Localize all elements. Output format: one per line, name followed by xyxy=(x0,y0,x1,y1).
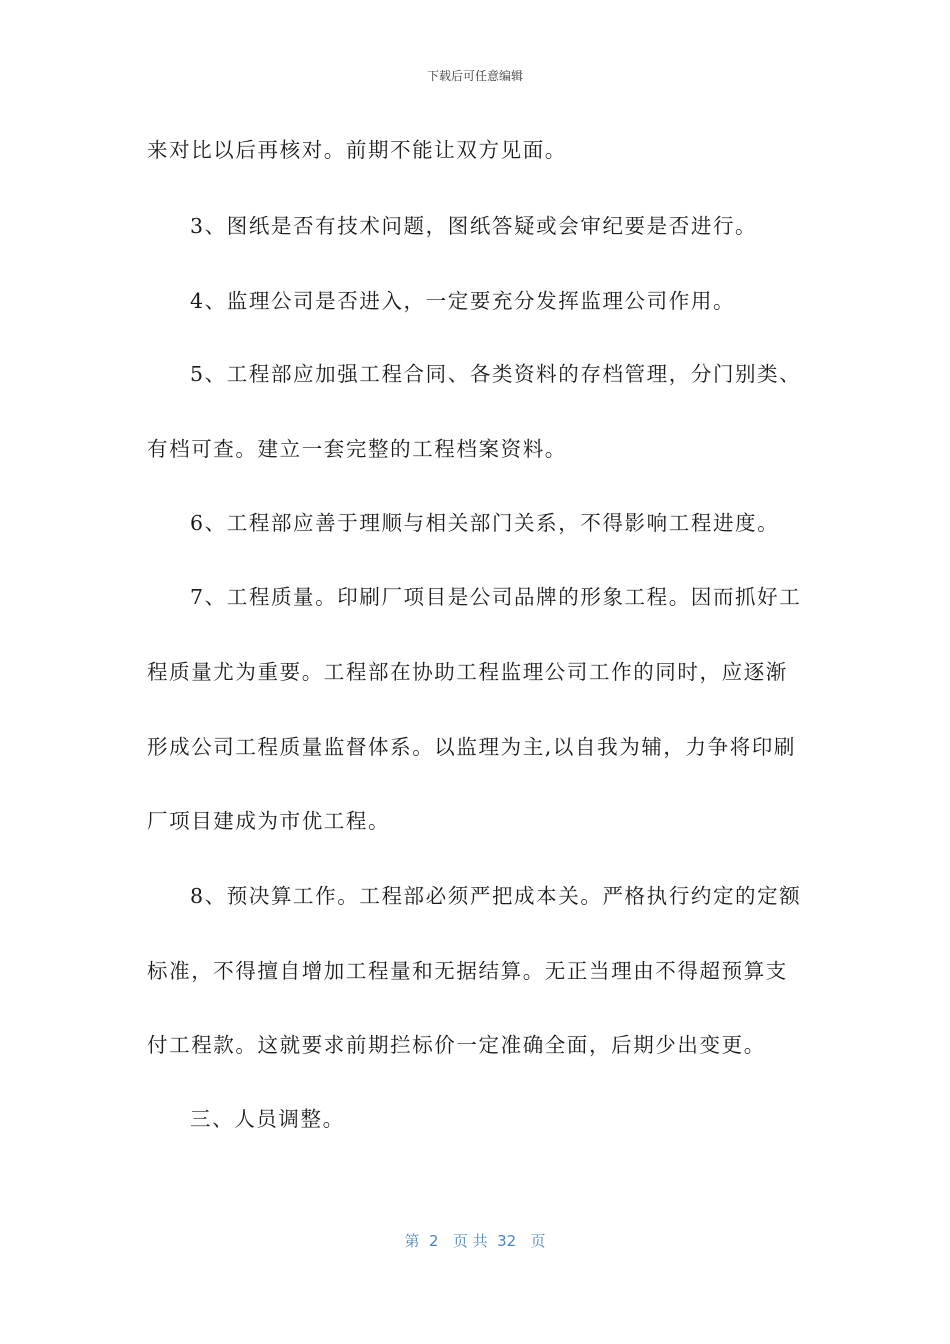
page-number: 第 2 页 共 32 页 xyxy=(404,1232,546,1250)
paragraph-line: 标准，不得擅自增加工程量和无据结算。无正当理由不得超预算支 xyxy=(147,959,788,983)
paragraph-line: 有档可查。建立一套完整的工程档案资料。 xyxy=(147,437,567,461)
paragraph-line: 来对比以后再核对。前期不能让双方见面。 xyxy=(147,138,567,162)
paragraph-line: 厂项目建成为市优工程。 xyxy=(147,809,391,833)
paragraph-line: 6、工程部应善于理顺与相关部门关系，不得影响工程进度。 xyxy=(190,511,780,535)
paragraph-line: 5、工程部应加强工程合同、各类资料的存档管理，分门别类、 xyxy=(190,362,802,386)
header-note: 下载后可任意编辑 xyxy=(426,69,523,83)
paragraph-line: 付工程款。这就要求前期拦标价一定准确全面，后期少出变更。 xyxy=(147,1033,766,1057)
paragraph-line: 3、图纸是否有技术问题，图纸答疑或会审纪要是否进行。 xyxy=(190,214,758,238)
paragraph-line: 4、监理公司是否进入，一定要充分发挥监理公司作用。 xyxy=(190,289,736,313)
paragraph-line: 形成公司工程质量监督体系。以监理为主,以自我为辅，力争将印刷 xyxy=(147,735,797,759)
paragraph-line: 7、工程质量。印刷厂项目是公司品牌的形象工程。因而抓好工 xyxy=(190,585,802,609)
section-heading: 三、人员调整。 xyxy=(190,1107,345,1131)
paragraph-line: 程质量尤为重要。工程部在协助工程监理公司工作的同时，应逐渐 xyxy=(147,660,788,684)
paragraph-line: 8、预决算工作。工程部必须严把成本关。严格执行约定的定额 xyxy=(190,884,802,908)
